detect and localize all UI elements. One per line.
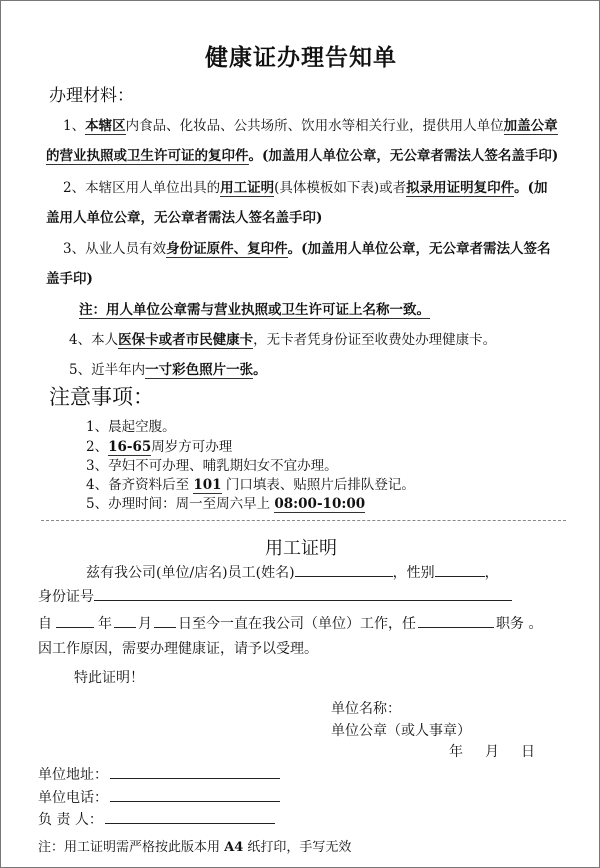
unit-name-label: 单位名称： [331, 701, 401, 717]
cert-position-label: 职务 。 [496, 616, 543, 632]
item-1-text: 内食品、化妆品、公共场所、饮用水等相关行业，提供用人单位 [125, 118, 504, 134]
print-footnote [38, 836, 351, 855]
material-item-4 [69, 328, 496, 348]
position-blank[interactable] [418, 615, 494, 628]
certificate-line-4: 因工作原因，需要办理健康证，请予以受理。 [38, 641, 318, 657]
notice-2-age: 16-65 [108, 439, 152, 455]
certificate-line-2 [38, 586, 512, 606]
cert-employee-label: 兹有我公司(单位/店名)员工(姓名) [86, 565, 295, 581]
date-month-label: 月 [485, 744, 499, 760]
notice-2-num: 2、 [86, 439, 109, 455]
materials-note [79, 298, 430, 318]
cert-comma: ， [484, 565, 499, 581]
item-5-c: 。 [253, 362, 267, 378]
material-item-2-line-1 [63, 176, 548, 196]
notice-4 [86, 473, 415, 493]
unit-address-label: 单位地址： [38, 767, 108, 783]
sign-date [449, 741, 535, 761]
item-1-seal: 加盖公章 [503, 118, 558, 134]
date-day-label: 日 [521, 744, 535, 760]
certificate-title: 用工证明 [265, 538, 337, 559]
item-2-employment-proof: 用工证明 [220, 180, 275, 196]
footnote-a: 注：用工证明需严格按此版本用 [38, 840, 225, 855]
notice-1: 1、晨起空腹。 [86, 419, 176, 435]
item-1-number: 1、 [63, 118, 86, 134]
unit-phone-blank[interactable] [110, 789, 280, 802]
certificate-line-3 [38, 613, 542, 633]
section-divider [41, 520, 566, 521]
notice-4-c: 门口填表、贴照片后排队登记。 [221, 477, 415, 493]
item-2-a: 2、本辖区用人单位出具的 [63, 180, 221, 196]
unit-seal-label: 单位公章（或人事章） [331, 723, 471, 739]
materials-heading: 办理材料： [49, 86, 134, 106]
cert-work-text: 日至今一直在我公司（单位）工作，任 [178, 616, 416, 632]
material-item-1-line-1 [63, 114, 558, 134]
item-2-c: (具体模板如下表)或者 [274, 180, 407, 196]
notice-2-text: 周岁方可办理 [151, 439, 233, 455]
item-1-license: 的营业执照或卫生许可证的复印件 [46, 148, 249, 164]
notice-5-time: 08:00-10:00 [274, 496, 366, 512]
notice-5 [86, 492, 365, 512]
item-4-c: ，无卡者凭身份证至收费处办理健康卡。 [253, 332, 497, 348]
notice-4-room: 101 [193, 477, 222, 493]
date-year-label: 年 [449, 744, 463, 760]
material-item-1-line-2 [46, 144, 558, 164]
material-item-2-line-2: 盖用人单位公章，无公章者需法人签名盖手印) [46, 210, 323, 226]
notice-2 [86, 435, 232, 455]
unit-address-blank[interactable] [110, 766, 280, 779]
day-blank[interactable] [154, 615, 176, 628]
notice-5-a: 5、办理时间：周一至周六早上 [86, 496, 275, 512]
unit-address-row [38, 764, 280, 784]
responsible-person-label: 负 责 人： [38, 812, 103, 828]
item-2-hire-proof: 拟录用证明复印件 [406, 180, 515, 196]
item-3-c: 。(加盖用人单位公章，无公章者需法人签名 [287, 241, 551, 257]
material-item-3-line-1 [63, 237, 550, 257]
month-blank[interactable] [114, 615, 136, 628]
id-number-blank[interactable] [94, 588, 512, 601]
responsible-person-row [38, 809, 275, 829]
material-item-3-line-2: 盖手印) [46, 271, 93, 287]
year-blank[interactable] [56, 615, 94, 628]
item-2-e: 。(加 [514, 180, 548, 196]
notices-heading: 注意事项： [49, 385, 154, 409]
notice-4-a: 4、备齐资料后至 [86, 477, 194, 493]
item-5-a: 5、近半年内 [69, 362, 146, 378]
cert-gender-label: ，性别 [392, 565, 435, 581]
item-3-a: 3、从业人员有效 [63, 241, 167, 257]
item-4-card: 医保卡或者市民健康卡 [118, 332, 254, 348]
notice-3: 3、孕妇不可办理、哺乳期妇女不宜办理。 [86, 458, 338, 474]
certificate-line-5: 特此证明！ [74, 670, 144, 686]
footnote-paper: A4 [224, 840, 244, 855]
cert-from-label: 自 [38, 616, 52, 632]
responsible-person-blank[interactable] [105, 811, 275, 824]
item-4-a: 4、本人 [69, 332, 119, 348]
unit-phone-label: 单位电话： [38, 790, 108, 806]
gender-blank[interactable] [435, 564, 485, 577]
footnote-c: 纸打印，手写无效 [243, 840, 352, 855]
item-1-seal-note: 。(加盖用人单位公章，无公章者需法人签名盖手印) [248, 148, 559, 164]
document-title: 健康证办理告知单 [205, 44, 397, 71]
cert-id-label: 身份证号 [38, 589, 94, 605]
item-1-area: 本辖区 [85, 118, 126, 134]
unit-phone-row [38, 787, 280, 807]
material-item-5 [69, 358, 267, 378]
item-3-id-card: 身份证原件、复印件 [166, 241, 288, 257]
certificate-line-1 [86, 562, 499, 582]
employee-name-blank[interactable] [295, 564, 393, 577]
cert-year-label: 年 [98, 616, 112, 632]
cert-month-label: 月 [138, 616, 152, 632]
materials-note-text: 注：用人单位公章需与营业执照或卫生许可证上名称一致。 [79, 302, 430, 318]
item-5-photo: 一寸彩色照片一张 [145, 362, 254, 378]
